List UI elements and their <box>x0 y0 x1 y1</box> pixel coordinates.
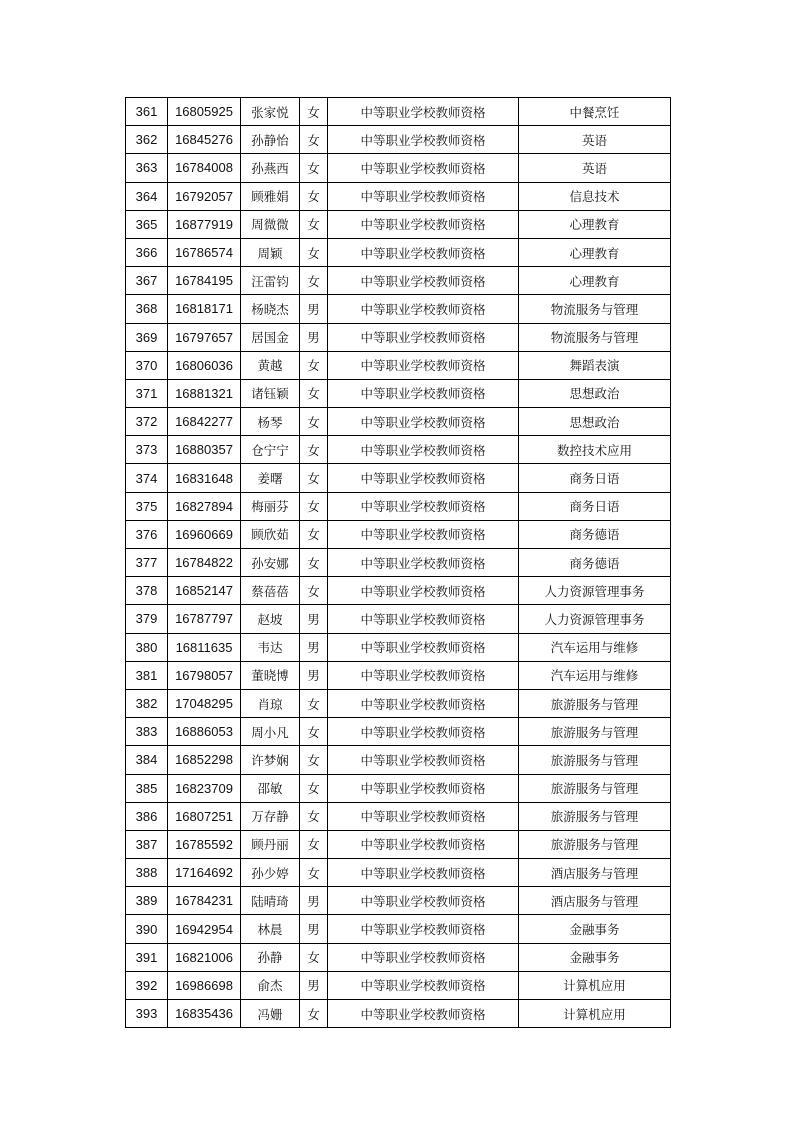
row-index-cell: 386 <box>126 802 168 830</box>
gender-cell: 女 <box>300 210 328 238</box>
qualification-cell: 中等职业学校教师资格 <box>328 661 519 689</box>
candidate-id-cell: 16785592 <box>168 830 241 858</box>
subject-cell: 心理教育 <box>519 210 671 238</box>
table-row <box>126 408 671 436</box>
qualification-cell: 中等职业学校教师资格 <box>328 238 519 266</box>
name-cell: 周颖 <box>241 238 300 266</box>
candidate-id-cell: 17164692 <box>168 859 241 887</box>
row-index-cell: 390 <box>126 915 168 943</box>
gender-cell: 女 <box>300 182 328 210</box>
row-index-cell: 371 <box>126 379 168 407</box>
subject-cell: 商务德语 <box>519 549 671 577</box>
candidate-id-cell: 16797657 <box>168 323 241 351</box>
candidate-id-cell: 16880357 <box>168 436 241 464</box>
qualification-cell: 中等职业学校教师资格 <box>328 943 519 971</box>
table-row <box>126 323 671 351</box>
name-cell: 汪雷钧 <box>241 267 300 295</box>
qualification-cell: 中等职业学校教师资格 <box>328 971 519 999</box>
candidate-id-cell: 16806036 <box>168 351 241 379</box>
qualification-cell: 中等职业学校教师资格 <box>328 746 519 774</box>
gender-cell: 女 <box>300 126 328 154</box>
gender-cell: 女 <box>300 549 328 577</box>
table-row <box>126 859 671 887</box>
qualification-cell: 中等职业学校教师资格 <box>328 323 519 351</box>
gender-cell: 女 <box>300 464 328 492</box>
candidate-id-cell: 16787797 <box>168 605 241 633</box>
table-row <box>126 549 671 577</box>
table-row <box>126 464 671 492</box>
subject-cell: 思想政治 <box>519 408 671 436</box>
name-cell: 孙燕西 <box>241 154 300 182</box>
qualification-cell: 中等职业学校教师资格 <box>328 718 519 746</box>
table-row <box>126 492 671 520</box>
candidate-id-cell: 16786574 <box>168 238 241 266</box>
name-cell: 周小凡 <box>241 718 300 746</box>
qualification-cell: 中等职业学校教师资格 <box>328 520 519 548</box>
qualification-cell: 中等职业学校教师资格 <box>328 830 519 858</box>
subject-cell: 商务德语 <box>519 520 671 548</box>
gender-cell: 女 <box>300 154 328 182</box>
table-row <box>126 746 671 774</box>
row-index-cell: 375 <box>126 492 168 520</box>
gender-cell: 女 <box>300 718 328 746</box>
gender-cell: 女 <box>300 379 328 407</box>
row-index-cell: 381 <box>126 661 168 689</box>
name-cell: 许梦娴 <box>241 746 300 774</box>
name-cell: 顾欣茹 <box>241 520 300 548</box>
row-index-cell: 366 <box>126 238 168 266</box>
candidate-id-cell: 16827894 <box>168 492 241 520</box>
qualification-cell: 中等职业学校教师资格 <box>328 492 519 520</box>
table-row <box>126 802 671 830</box>
subject-cell: 物流服务与管理 <box>519 323 671 351</box>
gender-cell: 男 <box>300 633 328 661</box>
gender-cell: 男 <box>300 295 328 323</box>
candidate-id-cell: 16835436 <box>168 1000 241 1028</box>
candidate-id-cell: 16960669 <box>168 520 241 548</box>
name-cell: 周微微 <box>241 210 300 238</box>
subject-cell: 金融事务 <box>519 943 671 971</box>
name-cell: 韦达 <box>241 633 300 661</box>
gender-cell: 女 <box>300 859 328 887</box>
subject-cell: 金融事务 <box>519 915 671 943</box>
row-index-cell: 393 <box>126 1000 168 1028</box>
subject-cell: 旅游服务与管理 <box>519 830 671 858</box>
name-cell: 顾雅娟 <box>241 182 300 210</box>
subject-cell: 商务日语 <box>519 464 671 492</box>
name-cell: 孙安娜 <box>241 549 300 577</box>
roster-table <box>125 97 671 1028</box>
subject-cell: 汽车运用与维修 <box>519 661 671 689</box>
row-index-cell: 370 <box>126 351 168 379</box>
row-index-cell: 384 <box>126 746 168 774</box>
subject-cell: 计算机应用 <box>519 1000 671 1028</box>
gender-cell: 男 <box>300 323 328 351</box>
subject-cell: 旅游服务与管理 <box>519 746 671 774</box>
gender-cell: 女 <box>300 802 328 830</box>
name-cell: 杨琴 <box>241 408 300 436</box>
name-cell: 陆晴琦 <box>241 887 300 915</box>
qualification-cell: 中等职业学校教师资格 <box>328 859 519 887</box>
gender-cell: 女 <box>300 408 328 436</box>
subject-cell: 汽车运用与维修 <box>519 633 671 661</box>
candidate-id-cell: 16877919 <box>168 210 241 238</box>
table-row <box>126 633 671 661</box>
row-index-cell: 368 <box>126 295 168 323</box>
name-cell: 万存静 <box>241 802 300 830</box>
row-index-cell: 374 <box>126 464 168 492</box>
row-index-cell: 389 <box>126 887 168 915</box>
row-index-cell: 385 <box>126 774 168 802</box>
gender-cell: 女 <box>300 98 328 126</box>
candidate-id-cell: 16886053 <box>168 718 241 746</box>
row-index-cell: 380 <box>126 633 168 661</box>
name-cell: 诸钰颖 <box>241 379 300 407</box>
candidate-id-cell: 16823709 <box>168 774 241 802</box>
table-row <box>126 887 671 915</box>
table-row <box>126 577 671 605</box>
subject-cell: 酒店服务与管理 <box>519 887 671 915</box>
subject-cell: 人力资源管理事务 <box>519 605 671 633</box>
table-row <box>126 520 671 548</box>
row-index-cell: 392 <box>126 971 168 999</box>
subject-cell: 思想政治 <box>519 379 671 407</box>
candidate-id-cell: 16942954 <box>168 915 241 943</box>
table-row <box>126 295 671 323</box>
name-cell: 姜曙 <box>241 464 300 492</box>
row-index-cell: 363 <box>126 154 168 182</box>
table-row <box>126 971 671 999</box>
subject-cell: 心理教育 <box>519 267 671 295</box>
qualification-cell: 中等职业学校教师资格 <box>328 633 519 661</box>
row-index-cell: 379 <box>126 605 168 633</box>
candidate-id-cell: 16811635 <box>168 633 241 661</box>
table-row <box>126 1000 671 1028</box>
subject-cell: 数控技术应用 <box>519 436 671 464</box>
qualification-cell: 中等职业学校教师资格 <box>328 154 519 182</box>
name-cell: 肖琼 <box>241 689 300 717</box>
gender-cell: 女 <box>300 689 328 717</box>
row-index-cell: 365 <box>126 210 168 238</box>
gender-cell: 男 <box>300 971 328 999</box>
row-index-cell: 372 <box>126 408 168 436</box>
subject-cell: 旅游服务与管理 <box>519 774 671 802</box>
qualification-cell: 中等职业学校教师资格 <box>328 689 519 717</box>
qualification-cell: 中等职业学校教师资格 <box>328 126 519 154</box>
table-row <box>126 605 671 633</box>
row-index-cell: 391 <box>126 943 168 971</box>
row-index-cell: 369 <box>126 323 168 351</box>
qualification-cell: 中等职业学校教师资格 <box>328 436 519 464</box>
candidate-id-cell: 16818171 <box>168 295 241 323</box>
row-index-cell: 376 <box>126 520 168 548</box>
qualification-cell: 中等职业学校教师资格 <box>328 915 519 943</box>
candidate-id-cell: 16852147 <box>168 577 241 605</box>
subject-cell: 酒店服务与管理 <box>519 859 671 887</box>
candidate-id-cell: 16784822 <box>168 549 241 577</box>
candidate-id-cell: 16805925 <box>168 98 241 126</box>
subject-cell: 人力资源管理事务 <box>519 577 671 605</box>
qualification-cell: 中等职业学校教师资格 <box>328 182 519 210</box>
subject-cell: 中餐烹饪 <box>519 98 671 126</box>
gender-cell: 男 <box>300 605 328 633</box>
name-cell: 梅丽芬 <box>241 492 300 520</box>
gender-cell: 女 <box>300 1000 328 1028</box>
row-index-cell: 382 <box>126 689 168 717</box>
name-cell: 张家悦 <box>241 98 300 126</box>
subject-cell: 心理教育 <box>519 238 671 266</box>
subject-cell: 舞蹈表演 <box>519 351 671 379</box>
candidate-id-cell: 16792057 <box>168 182 241 210</box>
table-row <box>126 154 671 182</box>
qualification-cell: 中等职业学校教师资格 <box>328 295 519 323</box>
qualification-cell: 中等职业学校教师资格 <box>328 379 519 407</box>
name-cell: 蔡蓓蓓 <box>241 577 300 605</box>
table-row <box>126 661 671 689</box>
gender-cell: 女 <box>300 351 328 379</box>
candidate-id-cell: 16807251 <box>168 802 241 830</box>
subject-cell: 旅游服务与管理 <box>519 802 671 830</box>
table-row <box>126 830 671 858</box>
name-cell: 赵坡 <box>241 605 300 633</box>
qualification-cell: 中等职业学校教师资格 <box>328 887 519 915</box>
candidate-id-cell: 16784195 <box>168 267 241 295</box>
row-index-cell: 373 <box>126 436 168 464</box>
gender-cell: 女 <box>300 436 328 464</box>
subject-cell: 英语 <box>519 154 671 182</box>
name-cell: 孙静 <box>241 943 300 971</box>
subject-cell: 商务日语 <box>519 492 671 520</box>
qualification-cell: 中等职业学校教师资格 <box>328 408 519 436</box>
name-cell: 杨晓杰 <box>241 295 300 323</box>
table-row <box>126 915 671 943</box>
qualification-cell: 中等职业学校教师资格 <box>328 577 519 605</box>
table-row <box>126 98 671 126</box>
qualification-cell: 中等职业学校教师资格 <box>328 549 519 577</box>
gender-cell: 女 <box>300 830 328 858</box>
candidate-id-cell: 16821006 <box>168 943 241 971</box>
name-cell: 孙少婷 <box>241 859 300 887</box>
candidate-id-cell: 16831648 <box>168 464 241 492</box>
row-index-cell: 387 <box>126 830 168 858</box>
table-row <box>126 379 671 407</box>
qualification-cell: 中等职业学校教师资格 <box>328 210 519 238</box>
qualification-cell: 中等职业学校教师资格 <box>328 802 519 830</box>
name-cell: 顾丹丽 <box>241 830 300 858</box>
qualification-cell: 中等职业学校教师资格 <box>328 267 519 295</box>
subject-cell: 物流服务与管理 <box>519 295 671 323</box>
subject-cell: 旅游服务与管理 <box>519 718 671 746</box>
gender-cell: 女 <box>300 492 328 520</box>
table-row <box>126 126 671 154</box>
table-row <box>126 210 671 238</box>
row-index-cell: 377 <box>126 549 168 577</box>
table-row <box>126 182 671 210</box>
gender-cell: 男 <box>300 887 328 915</box>
name-cell: 俞杰 <box>241 971 300 999</box>
table-row <box>126 774 671 802</box>
name-cell: 孙静怡 <box>241 126 300 154</box>
candidate-id-cell: 16798057 <box>168 661 241 689</box>
table-row <box>126 351 671 379</box>
name-cell: 居国金 <box>241 323 300 351</box>
table-row <box>126 718 671 746</box>
name-cell: 邵敏 <box>241 774 300 802</box>
name-cell: 黄越 <box>241 351 300 379</box>
qualification-cell: 中等职业学校教师资格 <box>328 464 519 492</box>
name-cell: 林晨 <box>241 915 300 943</box>
gender-cell: 男 <box>300 661 328 689</box>
candidate-id-cell: 16784231 <box>168 887 241 915</box>
table-row <box>126 943 671 971</box>
qualification-cell: 中等职业学校教师资格 <box>328 98 519 126</box>
gender-cell: 女 <box>300 774 328 802</box>
row-index-cell: 361 <box>126 98 168 126</box>
table-row <box>126 436 671 464</box>
row-index-cell: 378 <box>126 577 168 605</box>
candidate-id-cell: 16986698 <box>168 971 241 999</box>
table-row <box>126 238 671 266</box>
gender-cell: 女 <box>300 267 328 295</box>
candidate-id-cell: 16845276 <box>168 126 241 154</box>
qualification-cell: 中等职业学校教师资格 <box>328 774 519 802</box>
row-index-cell: 362 <box>126 126 168 154</box>
candidate-id-cell: 16881321 <box>168 379 241 407</box>
candidate-id-cell: 17048295 <box>168 689 241 717</box>
table-row <box>126 689 671 717</box>
gender-cell: 女 <box>300 520 328 548</box>
gender-cell: 女 <box>300 577 328 605</box>
candidate-id-cell: 16784008 <box>168 154 241 182</box>
name-cell: 仓宁宁 <box>241 436 300 464</box>
row-index-cell: 388 <box>126 859 168 887</box>
subject-cell: 信息技术 <box>519 182 671 210</box>
row-index-cell: 367 <box>126 267 168 295</box>
name-cell: 董晓博 <box>241 661 300 689</box>
gender-cell: 男 <box>300 915 328 943</box>
qualification-cell: 中等职业学校教师资格 <box>328 351 519 379</box>
subject-cell: 计算机应用 <box>519 971 671 999</box>
qualification-cell: 中等职业学校教师资格 <box>328 605 519 633</box>
subject-cell: 旅游服务与管理 <box>519 689 671 717</box>
subject-cell: 英语 <box>519 126 671 154</box>
table-row <box>126 267 671 295</box>
gender-cell: 女 <box>300 746 328 774</box>
gender-cell: 女 <box>300 943 328 971</box>
qualification-cell: 中等职业学校教师资格 <box>328 1000 519 1028</box>
candidate-id-cell: 16852298 <box>168 746 241 774</box>
name-cell: 冯姗 <box>241 1000 300 1028</box>
roster-table-body <box>126 98 671 1028</box>
candidate-id-cell: 16842277 <box>168 408 241 436</box>
row-index-cell: 383 <box>126 718 168 746</box>
gender-cell: 女 <box>300 238 328 266</box>
row-index-cell: 364 <box>126 182 168 210</box>
